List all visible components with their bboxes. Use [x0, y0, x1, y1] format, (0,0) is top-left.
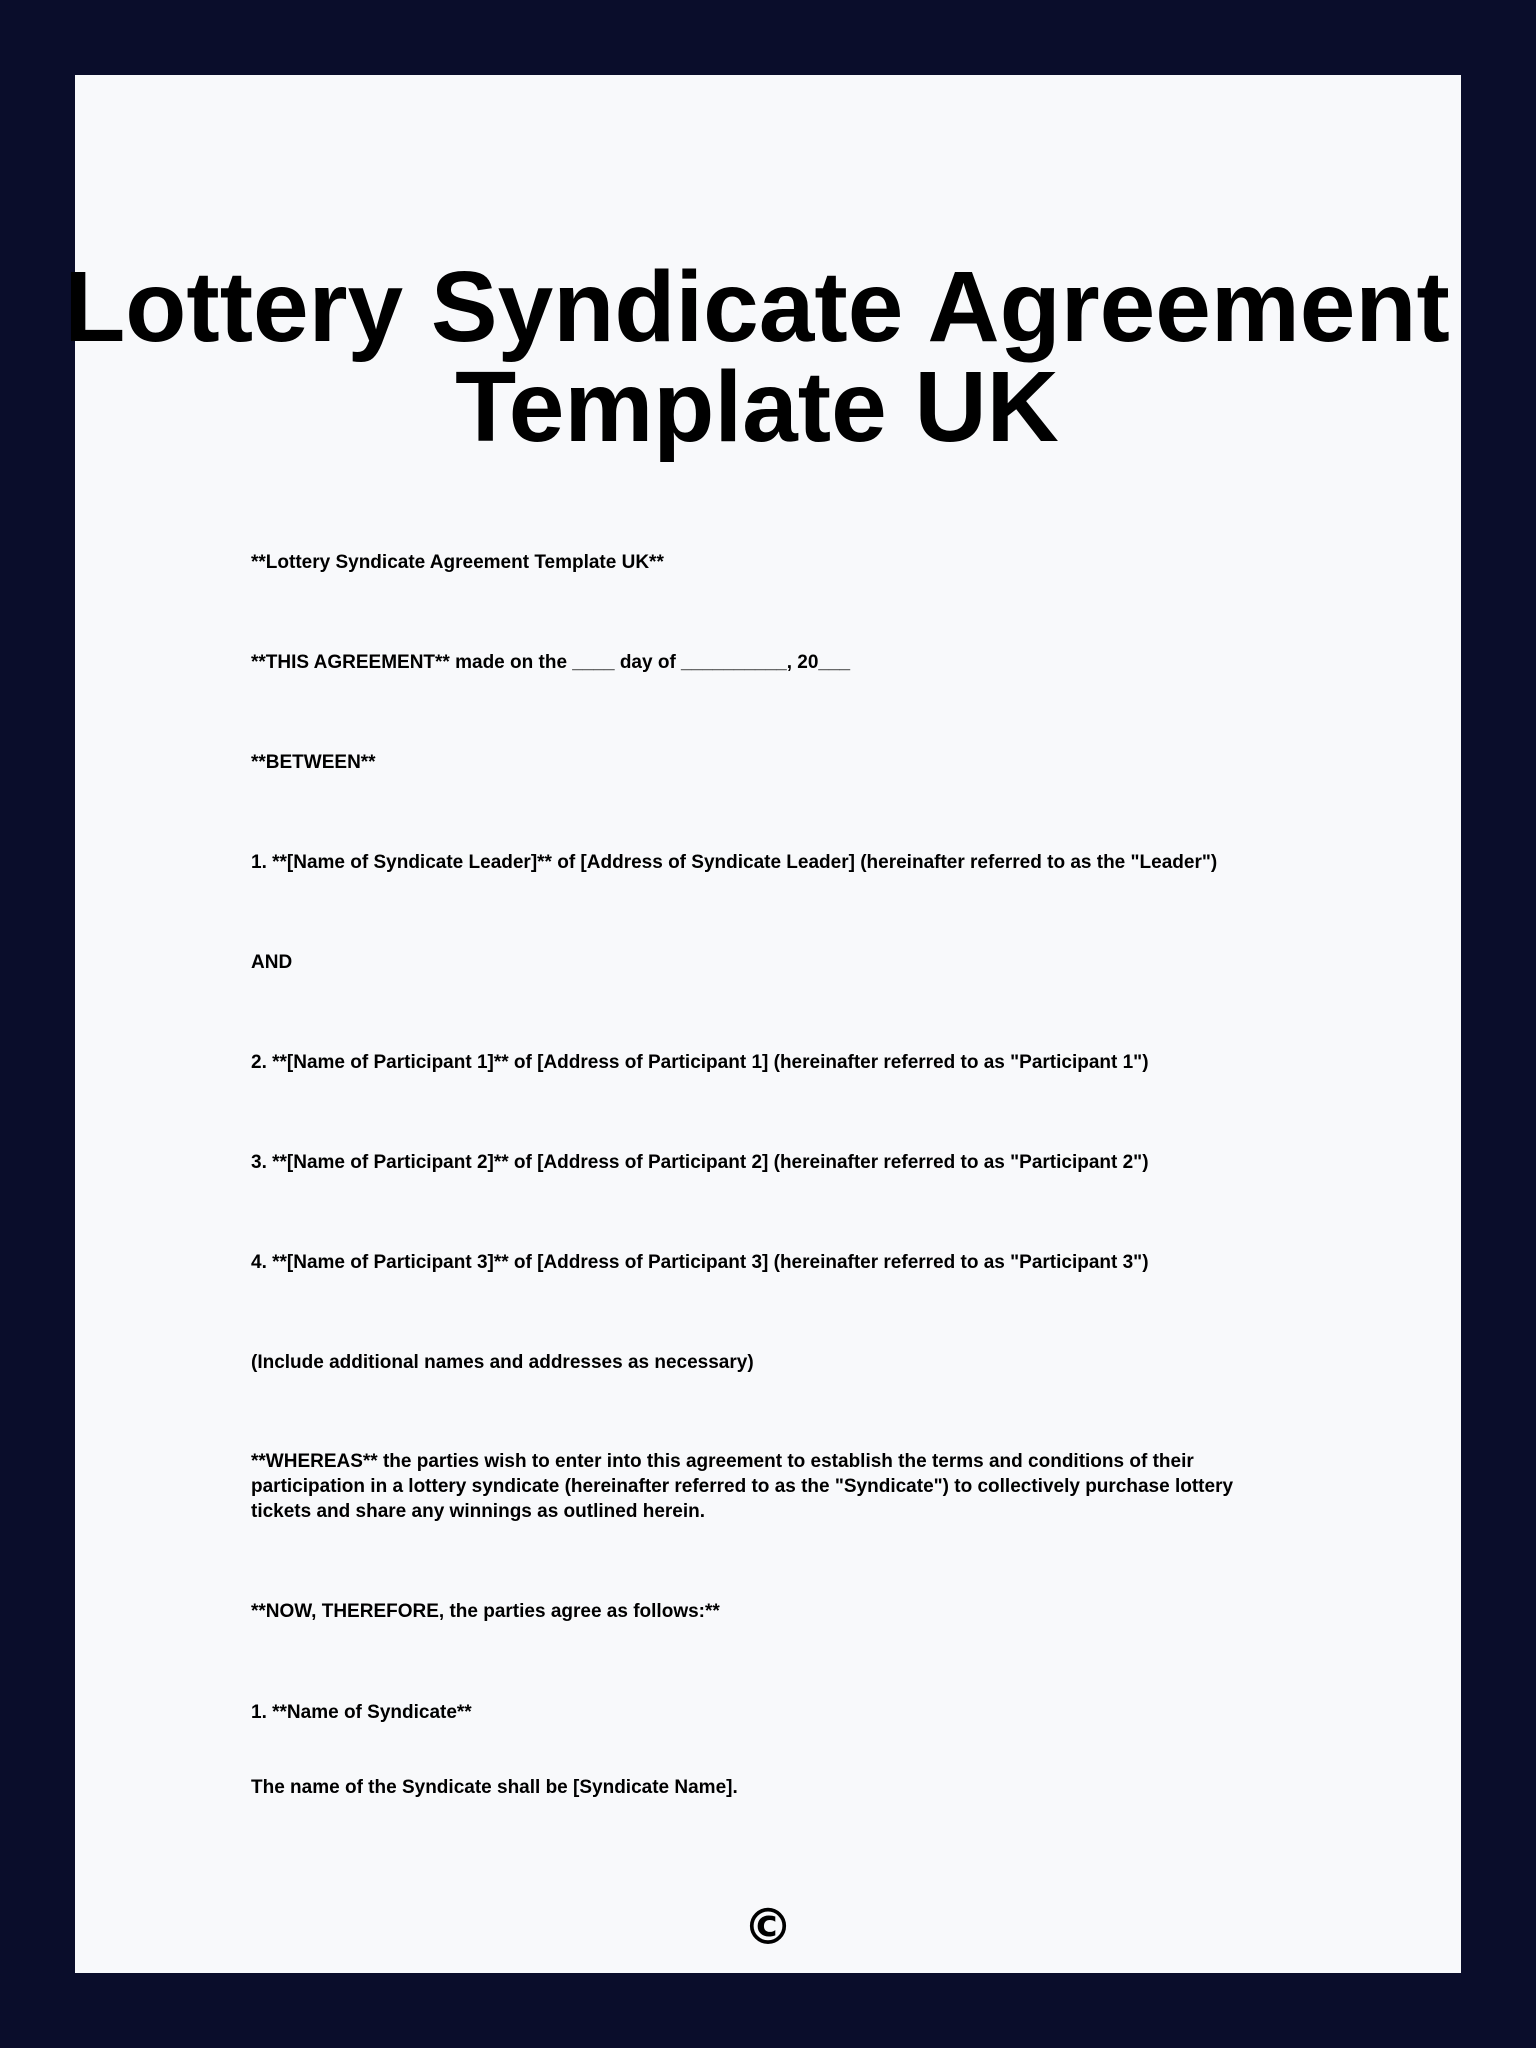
- copyright-icon: ©: [743, 1898, 793, 1956]
- and-separator: AND: [251, 952, 293, 973]
- between-heading: **BETWEEN**: [251, 752, 376, 773]
- section-1-heading: 1. **Name of Syndicate**: [251, 1702, 472, 1723]
- additional-parties-note: (Include additional names and addresses as necessary): [251, 1352, 754, 1373]
- document-heading: **Lottery Syndicate Agreement Template UK**: [251, 552, 664, 573]
- whereas-clause: **WHEREAS** the parties wish to enter into this agreement to establish the terms and conditions of their participation in a lottery syndicate (hereinafter referred to as the "Syndicate") to collectively purchase lottery tickets and share any winnings as outlined herein.: [251, 1451, 1234, 1522]
- party-leader: 1. **[Name of Syndicate Leader]** of [Address of Syndicate Leader] (hereinafter referred to as the "Leader"): [251, 852, 1218, 873]
- party-participant-3: 4. **[Name of Participant 3]** of [Address of Participant 3] (hereinafter referred to as "Participant 3"): [251, 1252, 1149, 1273]
- page-title: [0, 251, 1514, 463]
- party-participant-2: 3. **[Name of Participant 2]** of [Address of Participant 2] (hereinafter referred to as "Participant 2"): [251, 1152, 1149, 1173]
- title-line-1: Lottery Syndicate Agreement: [64, 251, 1450, 363]
- title-line-2: Template UK: [455, 351, 1059, 463]
- party-participant-1: 2. **[Name of Participant 1]** of [Address of Participant 1] (hereinafter referred to as "Participant 1"): [251, 1052, 1149, 1073]
- section-1-body: The name of the Syndicate shall be [Syndicate Name].: [251, 1777, 738, 1798]
- agreement-date-line: **THIS AGREEMENT** made on the ____ day of __________, 20___: [251, 652, 851, 673]
- now-therefore-clause: **NOW, THEREFORE, the parties agree as follows:**: [251, 1601, 720, 1622]
